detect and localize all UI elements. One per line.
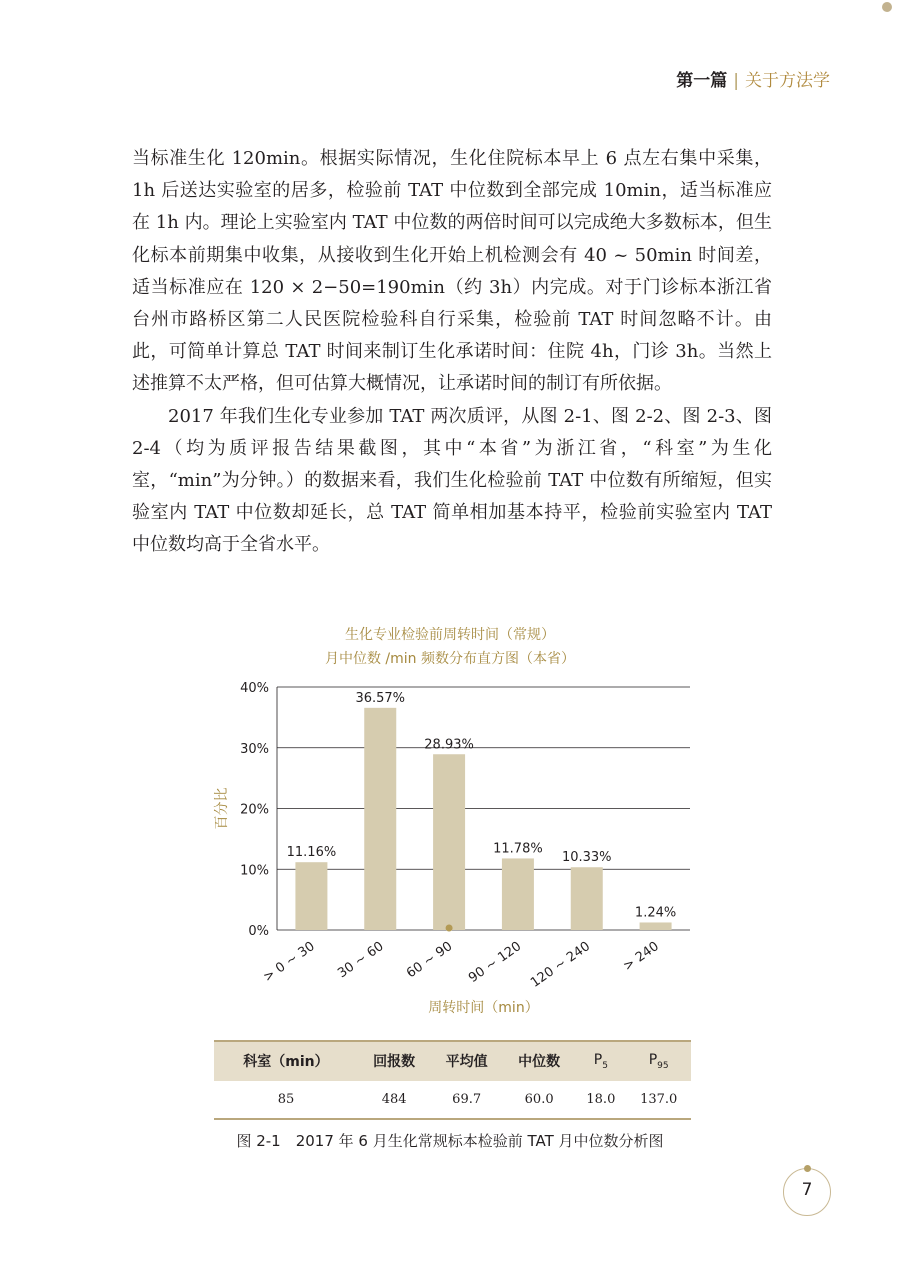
chart-subtitle: 月中位数 /min 频数分布直方图（本省） bbox=[324, 651, 576, 667]
chart-gridlines bbox=[277, 687, 690, 930]
table-header-cell: 中位数 bbox=[503, 1041, 575, 1081]
data-label: 36.57% bbox=[355, 690, 406, 706]
table-cell: 85 bbox=[214, 1081, 358, 1119]
stats-table bbox=[214, 1040, 691, 1120]
table-cell: 60.0 bbox=[503, 1081, 575, 1119]
x-tick-label: 120 ~ 240 bbox=[528, 938, 594, 991]
table-cell: 137.0 bbox=[626, 1081, 691, 1119]
table-header-cell: 平均值 bbox=[430, 1041, 502, 1081]
page-number-badge bbox=[783, 1168, 831, 1216]
header-part: 第一篇 bbox=[676, 71, 728, 91]
table-cell: 69.7 bbox=[430, 1081, 502, 1119]
table-header-cell: $P_{95}$ bbox=[626, 1041, 691, 1081]
x-tick-label: > 240 bbox=[620, 938, 662, 975]
table-cell: 18.0 bbox=[575, 1081, 626, 1119]
data-label: 10.33% bbox=[561, 850, 612, 866]
header-topic: 关于方法学 bbox=[745, 71, 830, 91]
y-tick-label: 30% bbox=[240, 741, 269, 757]
table-header-cell: 回报数 bbox=[358, 1041, 430, 1081]
y-tick-label: 10% bbox=[240, 863, 269, 879]
table-cell: 484 bbox=[358, 1081, 430, 1119]
y-tick-label: 0% bbox=[248, 924, 269, 939]
x-tick-label: 30 ~ 60 bbox=[335, 938, 387, 982]
table-header-cell: 科室（min） bbox=[214, 1041, 358, 1081]
y-tick-label: 20% bbox=[240, 802, 269, 818]
bar bbox=[571, 867, 603, 930]
bar bbox=[502, 858, 534, 930]
data-label: 1.24% bbox=[634, 905, 677, 921]
data-label: 28.93% bbox=[424, 737, 474, 753]
data-label: 11.78% bbox=[493, 841, 543, 857]
bar bbox=[433, 754, 465, 930]
page-number: 7 bbox=[801, 1180, 813, 1200]
table-header-row bbox=[214, 1041, 691, 1081]
table-row bbox=[214, 1081, 691, 1119]
x-tick-label: 60 ~ 90 bbox=[403, 938, 456, 982]
marker-dot bbox=[446, 925, 453, 932]
x-axis-label: 周转时间（min） bbox=[428, 1000, 539, 1016]
bar bbox=[364, 708, 396, 930]
chart-bars bbox=[295, 708, 671, 932]
page-number-dot bbox=[804, 1165, 811, 1172]
figure-caption: 图 2-1 2017 年 6 月生化常规标本检验前 TAT 月中位数分析图 bbox=[236, 1132, 664, 1150]
y-tick-label: 40% bbox=[240, 681, 269, 696]
header-separator: | bbox=[733, 71, 739, 91]
chart-title: 生化专业检验前周转时间（常规） bbox=[345, 627, 555, 643]
paragraph: 当标准生化 120min。根据实际情况，生化住院标本早上 6 点左右集中采集，1h 后送达实验室的居多，检验前 TAT 中位数到全部完成 10min，适当标准应在 1h 内。理论上实验室内 TAT 中位数的两倍时间可以完成绝大多数标本，但生化标本前期集中收集，从接收到生化开始上机检测会有 40 ~ 50min 时间差，适当标准应在 120 × 2−50=190min（约 3h）内完成。对于门诊标本浙江省台州市路桥区第二人民医院检验科自行采集，检验前 TAT 时间忽略不计。由此，可简单计算总 TAT 时间来制订生化承诺时间：住院 4h，门诊 3h。当然上述推算不太严格，但可估算大概情况，让承诺时间的制订有所依据。 bbox=[132, 148, 772, 395]
bar bbox=[640, 922, 672, 930]
data-label: 11.16% bbox=[286, 845, 337, 861]
paragraph: 2017 年我们生化专业参加 TAT 两次质评，从图 2-1、图 2-2、图 2-3、图 2-4（均为质评报告结果截图，其中“本省”为浙江省，“科室”为生化室，“min”为分钟。）的数据来看，我们生化检验前 TAT 中位数有所缩短，但实验室内 TAT 中位数却延长，总 TAT 简单相加基本持平，检验前实验室内 TAT 中位数均高于全省水平。 bbox=[132, 405, 772, 556]
y-axis-label: 百分比 bbox=[214, 787, 230, 830]
bar bbox=[295, 862, 327, 930]
x-tick-label: > 0 ~ 30 bbox=[260, 938, 318, 986]
x-tick-label: 90 ~ 120 bbox=[466, 938, 525, 986]
table-header-cell: $P_5$ bbox=[575, 1041, 626, 1081]
